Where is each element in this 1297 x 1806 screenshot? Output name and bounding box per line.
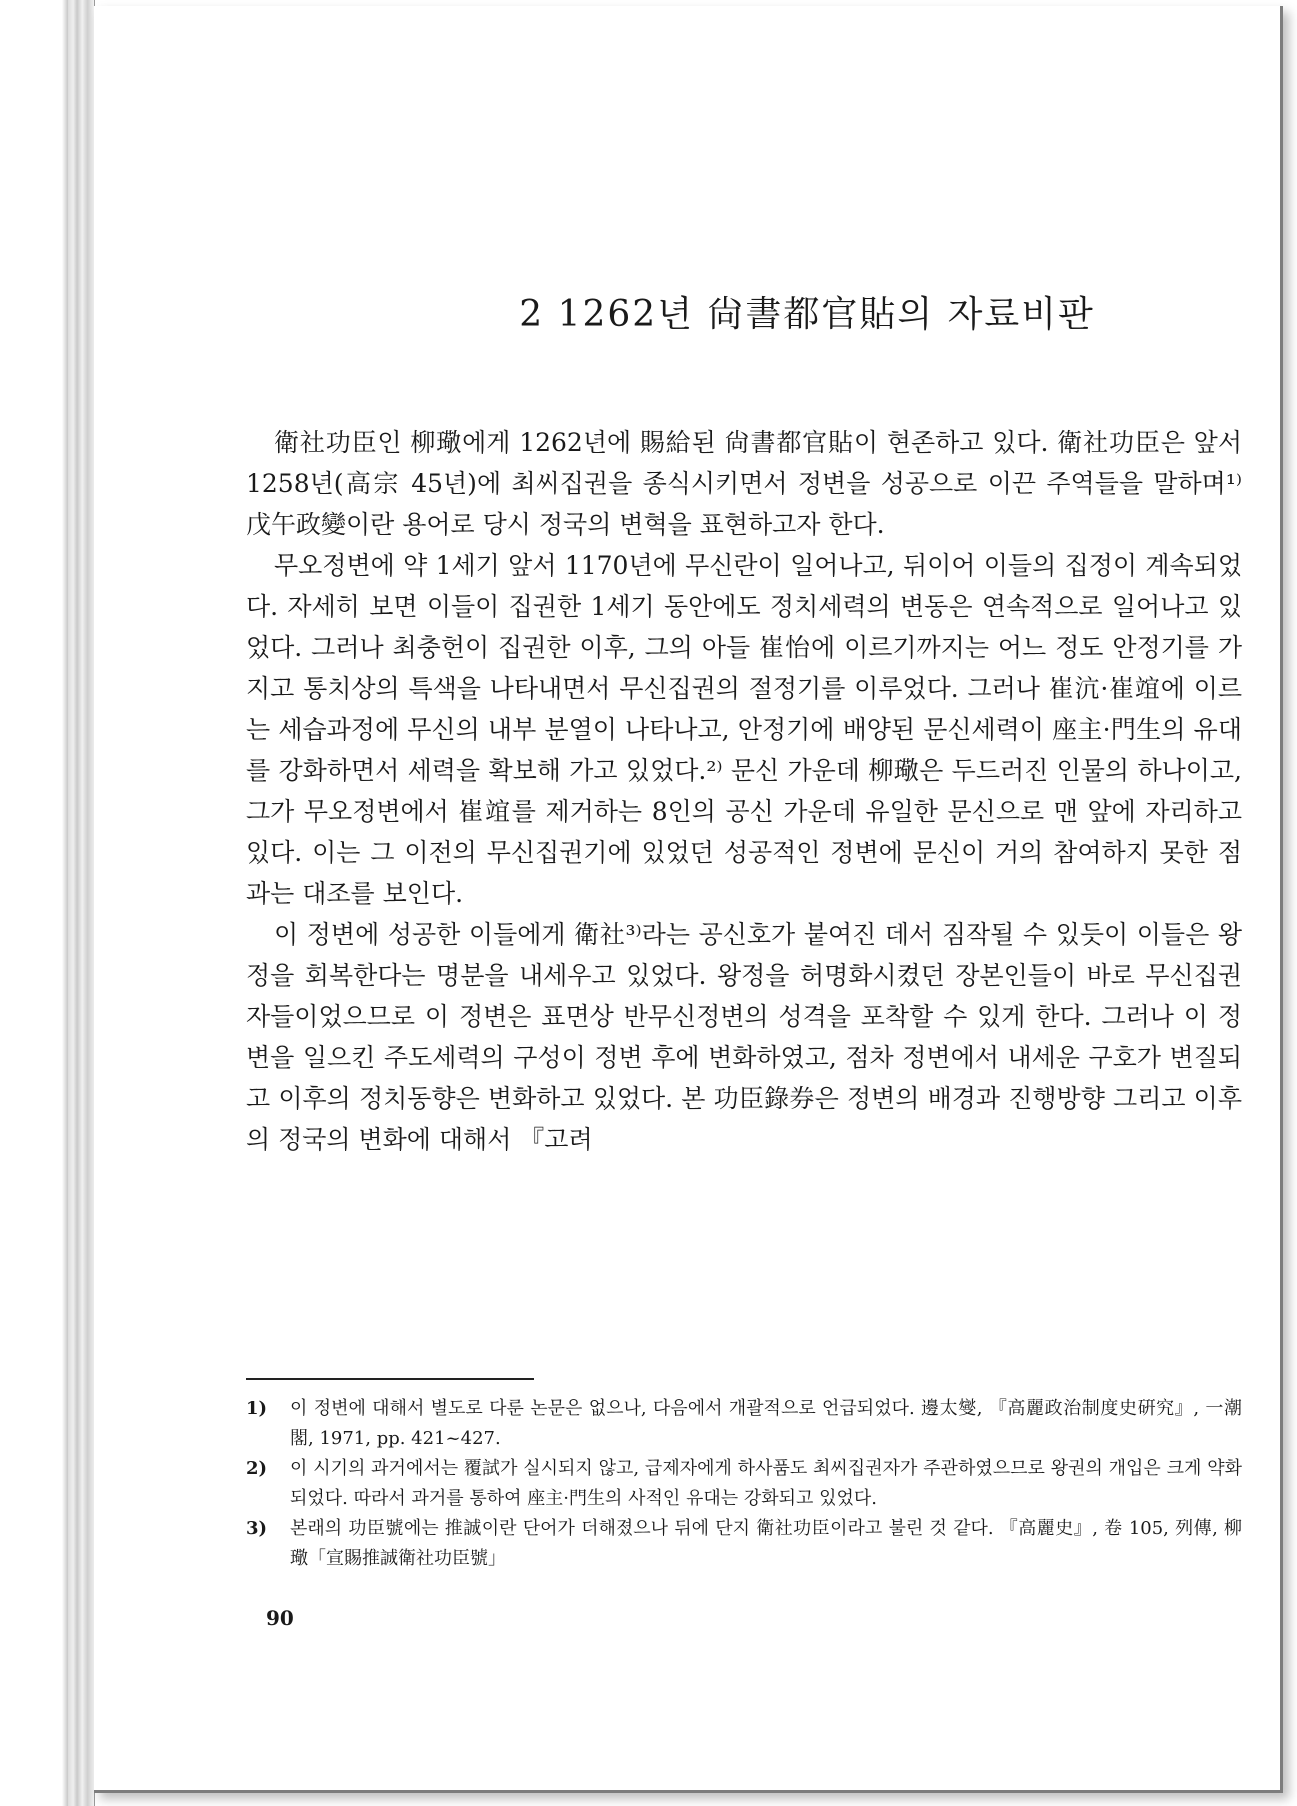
- footnote-text: 본래의 功臣號에는 推誠이란 단어가 더해졌으나 뒤에 단지 衛社功臣이라고 불린 것 같다. 『高麗史』, 卷 105, 列傳, 柳璥「宣賜推誠衛社功臣號」: [290, 1518, 1242, 1569]
- footnote-number: 1): [246, 1398, 268, 1419]
- book-page-edges: [68, 0, 95, 1806]
- footnote-text: 이 정변에 대해서 별도로 다룬 논문은 없으나, 다음에서 개괄적으로 언급되었다. 邊太燮, 『高麗政治制度史硏究』, 一潮閣, 1971, pp. 421~427.: [290, 1398, 1242, 1449]
- book-page: [94, 6, 1283, 1793]
- paragraph: 무오정변에 약 1세기 앞서 1170년에 무신란이 일어나고, 뒤이어 이들의 집정이 계속되었다. 자세히 보면 이들이 집권한 1세기 동안에도 정치세력의 변동은 연속적으로 일어나고 있었다. 그러나 최충헌이 집권한 이후, 그의 아들 崔怡에 이르기까지는 어느 정도 안정기를 가지고 통치상의 특색을 나타내면서 무신집권의 절정기를 이루었다. 그러나 崔沆·崔竩에 이르는 세습과정에 무신의 내부 분열이 나타나고, 안정기에 배양된 문신세력이 座主·門生의 유대를 강화하면서 세력을 확보해 가고 있었다.²⁾ 문신 가운데 柳璥은 두드러진 인물의 하나이고, 그가 무오정변에서 崔竩를 제거하는 8인의 공신 가운데 유일한 문신으로 맨 앞에 자리하고 있다. 이는 그 이전의 무신집권기에 있었던 성공적인 정변에 문신이 거의 참여하지 못한 점과는 대조를 보인다.: [246, 551, 1242, 908]
- footnote-number: 3): [246, 1518, 268, 1539]
- footnote: [246, 1514, 1242, 1574]
- section-heading: 2 1262년 尙書都官貼의 자료비판: [519, 294, 1095, 335]
- page-number: 90: [266, 1606, 294, 1630]
- footnotes: [246, 1394, 1242, 1574]
- footnote-number: 2): [246, 1458, 268, 1479]
- footnote: [246, 1394, 1242, 1454]
- footnote-divider: [246, 1378, 534, 1380]
- paragraph: 이 정변에 성공한 이들에게 衛社³⁾라는 공신호가 붙여진 데서 짐작될 수 있듯이 이들은 왕정을 회복한다는 명분을 내세우고 있었다. 왕정을 허명화시켰던 장본인들이 바로 무신집권자들이었으므로 이 정변은 표면상 반무신정변의 성격을 포착할 수 있게 한다. 그러나 이 정변을 일으킨 주도세력의 구성이 정변 후에 변화하였고, 점차 정변에서 내세운 구호가 변질되고 이후의 정치동향은 변화하고 있었다. 본 功臣錄券은 정변의 배경과 진행방향 그리고 이후의 정국의 변화에 대해서 『고려: [246, 920, 1242, 1154]
- body-text: [246, 422, 1242, 1160]
- footnote-text: 이 시기의 과거에서는 覆試가 실시되지 않고, 급제자에게 하사품도 최씨집권자가 주관하였으므로 왕권의 개입은 크게 약화되었다. 따라서 과거를 통하여 座主·門生의 사적인 유대는 강화되고 있었다.: [290, 1458, 1242, 1509]
- footnote: [246, 1454, 1242, 1514]
- paragraph: 衛社功臣인 柳璥에게 1262년에 賜給된 尙書都官貼이 현존하고 있다. 衛社功臣은 앞서 1258년(高宗 45년)에 최씨집권을 종식시키면서 정변을 성공으로 이끈 주역들을 말하며¹⁾ 戊午政變이란 용어로 당시 정국의 변혁을 표현하고자 한다.: [246, 428, 1242, 539]
